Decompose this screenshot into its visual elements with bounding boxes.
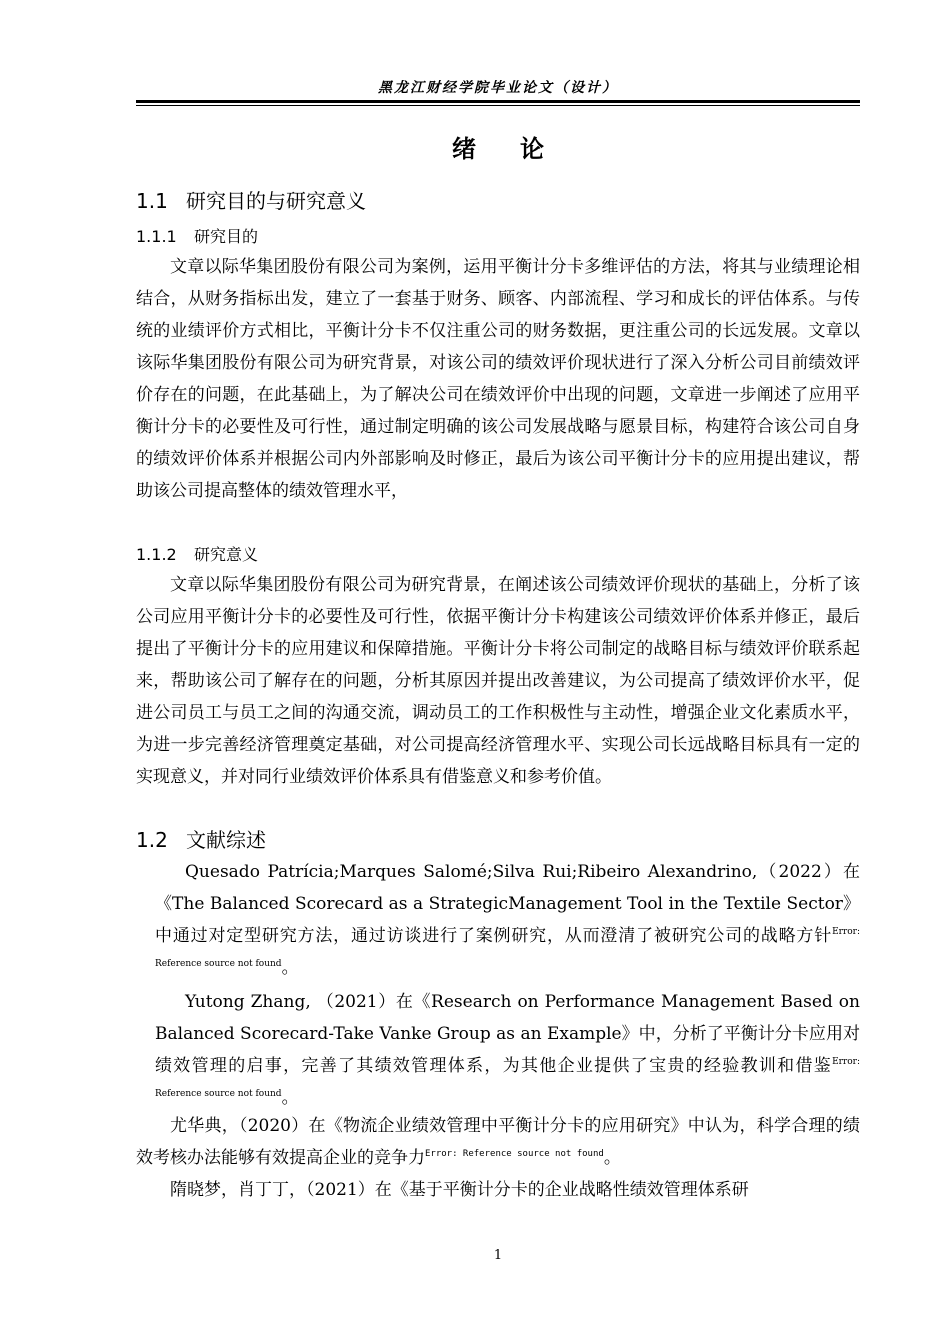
running-header: 黑龙江财经学院毕业论文（设计） (378, 80, 618, 96)
paragraph-research-purpose: 文章以际华集团股份有限公司为案例，运用平衡计分卡多维评估的方法，将其与业绩理论相结合，从财务指标出发，建立了一套基于财务、顾客、内部流程、学习和成长的评估体系。与传统的业绩评价方式相比，平衡计分卡不仅注重公司的财务数据，更注重公司的长远发展。文章以该际华集团股份有限公司为研究背景，对该公司的绩效评价现状进行了深入分析公司目前绩效评价存在的问题，在此基础上，为了解决公司在绩效评价中出现的问题，文章进一步阐述了应用平衡计分卡的必要性及可行性，通过制定明确的该公司发展战略与愿景目标，构建符合该公司自身的绩效评价体系并根据公司内外部影响及时修正，最后为该公司平衡计分卡的应用提出建议，帮助该公司提高整体的绩效管理水平， (136, 257, 860, 501)
reference-entry-2 (155, 986, 860, 1114)
reference-error-note: Error: Reference source not found (155, 927, 860, 969)
chapter-title: 绪论 (452, 135, 588, 163)
reference-text: Yutong Zhang, （2021）在《Research on Performance Management Based on Balanced Scorecard-Take Vanke Group as an Example》中，分析了平衡计分卡应用对绩效管理的启事，完善了其绩效管理体系，为其他企业提供了宝贵的经验教训和借鉴 (155, 992, 860, 1076)
section-number: 1.2 (136, 828, 168, 852)
reference-error-note: Error: Reference source not found (155, 1057, 860, 1099)
section-number: 1.1.2 (136, 545, 177, 564)
section-title: 研究目的 (194, 227, 259, 246)
header-rule-thin (136, 105, 860, 106)
reference-end: 。 (281, 1088, 299, 1108)
reference-text: 隋晓梦，肖丁丁，（2021）在《基于平衡计分卡的企业战略性绩效管理体系研 (170, 1180, 749, 1200)
reference-error-note: Error: Reference source not found (425, 1149, 604, 1159)
section-number: 1.1 (136, 189, 168, 213)
section-heading-1-1-2 (136, 543, 258, 567)
header-rule-thick (136, 100, 860, 103)
reference-end: 。 (281, 958, 299, 978)
reference-end: 。 (603, 1148, 621, 1168)
section-title: 研究意义 (194, 545, 259, 564)
page-number: 1 (493, 1248, 503, 1263)
reference-text: 尤华典，（2020）在《物流企业绩效管理中平衡计分卡的应用研究》中认为，科学合理的绩效考核办法能够有效提高企业的竞争力 (136, 1116, 860, 1168)
section-number: 1.1.1 (136, 227, 177, 246)
section-heading-1-2 (136, 826, 266, 854)
reference-text: Quesado Patrícia;Marques Salomé;Silva Rui;Ribeiro Alexandrino,（2022）在《The Balanced Scorecard as a StrategicManagement Tool in the Textile Sector》中通过对定型研究方法，通过访谈进行了案例研究，从而澄清了被研究公司的战略方针 (155, 862, 860, 946)
section-title: 文献综述 (186, 828, 266, 852)
reference-entry-4 (136, 1174, 860, 1206)
section-heading-1-1 (136, 187, 366, 215)
reference-entry-1 (155, 856, 860, 984)
paragraph-research-significance: 文章以际华集团股份有限公司为研究背景，在阐述该公司绩效评价现状的基础上，分析了该公司应用平衡计分卡的必要性及可行性，依据平衡计分卡构建该公司绩效评价体系并修正，最后提出了平衡计分卡的应用建议和保障措施。平衡计分卡将公司制定的战略目标与绩效评价联系起来，帮助该公司了解存在的问题，分析其原因并提出改善建议，为公司提高了绩效评价水平，促进公司员工与员工之间的沟通交流，调动员工的工作积极性与主动性，增强企业文化素质水平，为进一步完善经济管理奠定基础，对公司提高经济管理水平、实现公司长远战略目标具有一定的实现意义，并对同行业绩效评价体系具有借鉴意义和参考价值。 (136, 575, 860, 787)
reference-entry-3 (136, 1110, 860, 1174)
section-heading-1-1-1 (136, 225, 258, 249)
section-title: 研究目的与研究意义 (186, 189, 366, 213)
